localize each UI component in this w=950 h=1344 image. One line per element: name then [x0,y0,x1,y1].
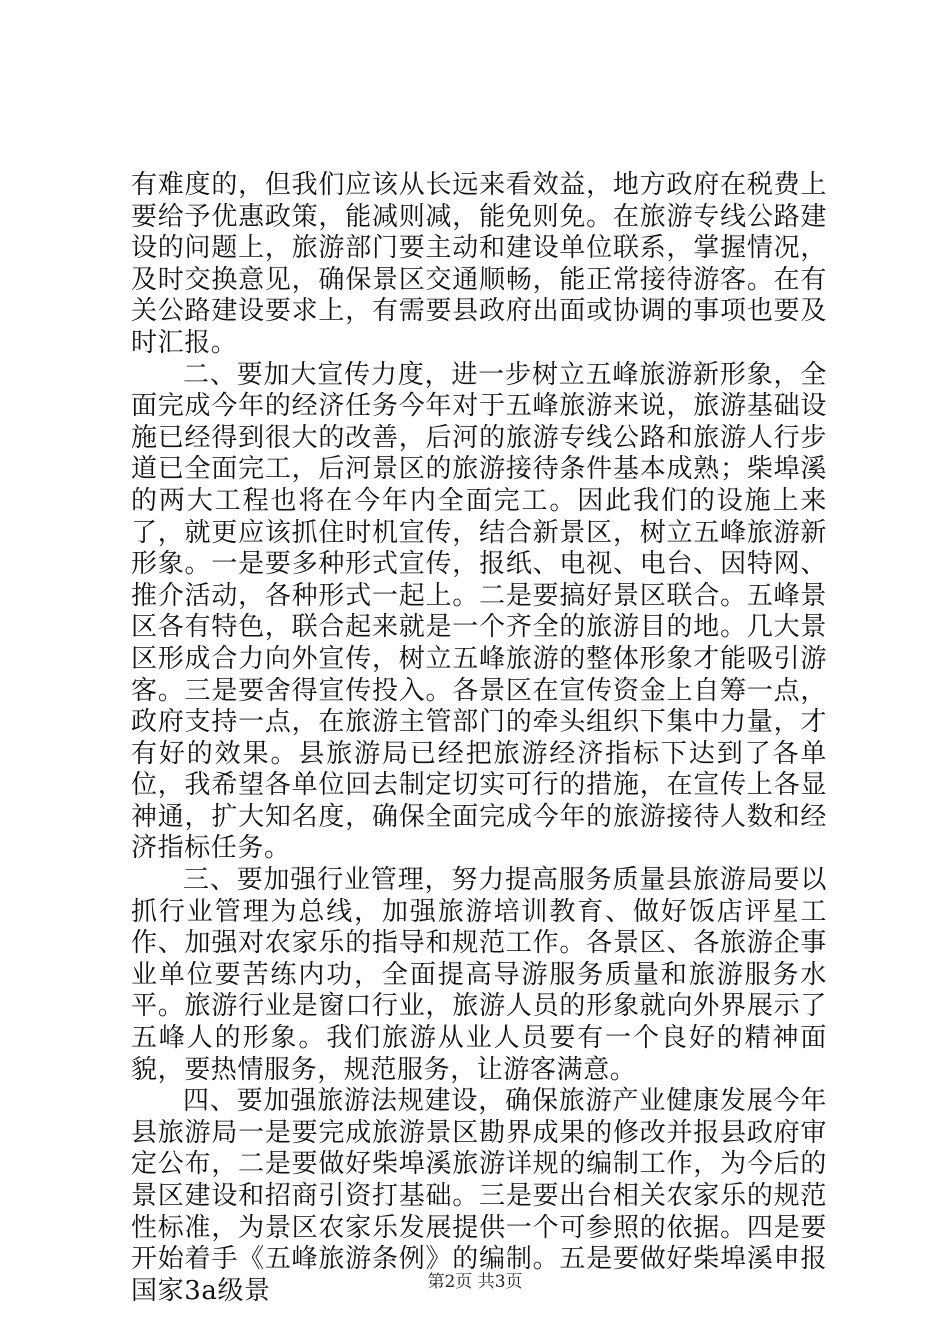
paragraph-2: 二、要加大宣传力度，进一步树立五峰旅游新形象，全面完成今年的经济任务今年对于五峰旅游来说，旅游基础设施已经得到很大的改善，后河的旅游专线公路和旅游人行步道已全面完工，后河景区的旅游接待条件基本成熟；柴埠溪的两大工程也将在今年内全面完工。因此我们的设施上来了，就更应该抓住时机宣传，结合新景区，树立五峰旅游新形象。一是要多种形式宣传，报纸、电视、电台、因特网、推介活动，各种形式一起上。二是要搞好景区联合。五峰景区各有特色，联合起来就是一个齐全的旅游目的地。几大景区形成合力向外宣传，树立五峰旅游的整体形象才能吸引游客。三是要舍得宣传投入。各景区在宣传资金上自筹一点，政府支持一点，在旅游主管部门的牵头组织下集中力量，才有好的效果。县旅游局已经把旅游经济指标下达到了各单位，我希望各单位回去制定切实可行的措施，在宣传上各显神通，扩大知名度，确保全面完成今年的旅游接待人数和经济指标任务。 [131,359,827,864]
page-footer: 第2页 共3页 [427,1272,523,1292]
paragraph-4: 四、要加强旅游法规建设，确保旅游产业健康发展今年县旅游局一是要完成旅游景区勘界成果的修改并报县政府审定公布，二是要做好柴埠溪旅游详规的编制工作，为今后的景区建设和招商引资打基础。三是要出台相关农家乐的规范性标准，为景区农家乐发展提供一个可参照的依据。四是要开始着手《五峰旅游条例》的编制。五是要做好柴埠溪申报国家3a级景 [131,1086,827,1306]
paragraph-3: 三、要加强行业管理，努力提高服务质量县旅游局要以抓行业管理为总线，加强旅游培训教育、做好饭店评星工作、加强对农家乐的指导和规范工作。各景区、各旅游企事业单位要苦练内功，全面提高导游服务质量和旅游服务水平。旅游行业是窗口行业，旅游人员的形象就向外界展示了五峰人的形象。我们旅游从业人员要有一个良好的精神面貌，要热情服务，规范服务，让游客满意。 [131,865,827,1085]
paragraph-1: 有难度的，但我们应该从长远来看效益，地方政府在税费上要给予优惠政策，能减则减，能免则免。在旅游专线公路建设的问题上，旅游部门要主动和建设单位联系，掌握情况，及时交换意见，确保景区交通顺畅，能正常接待游客。在有关公路建设要求上，有需要县政府出面或协调的事项也要及时汇报。 [131,170,827,358]
document-body [131,170,827,1307]
